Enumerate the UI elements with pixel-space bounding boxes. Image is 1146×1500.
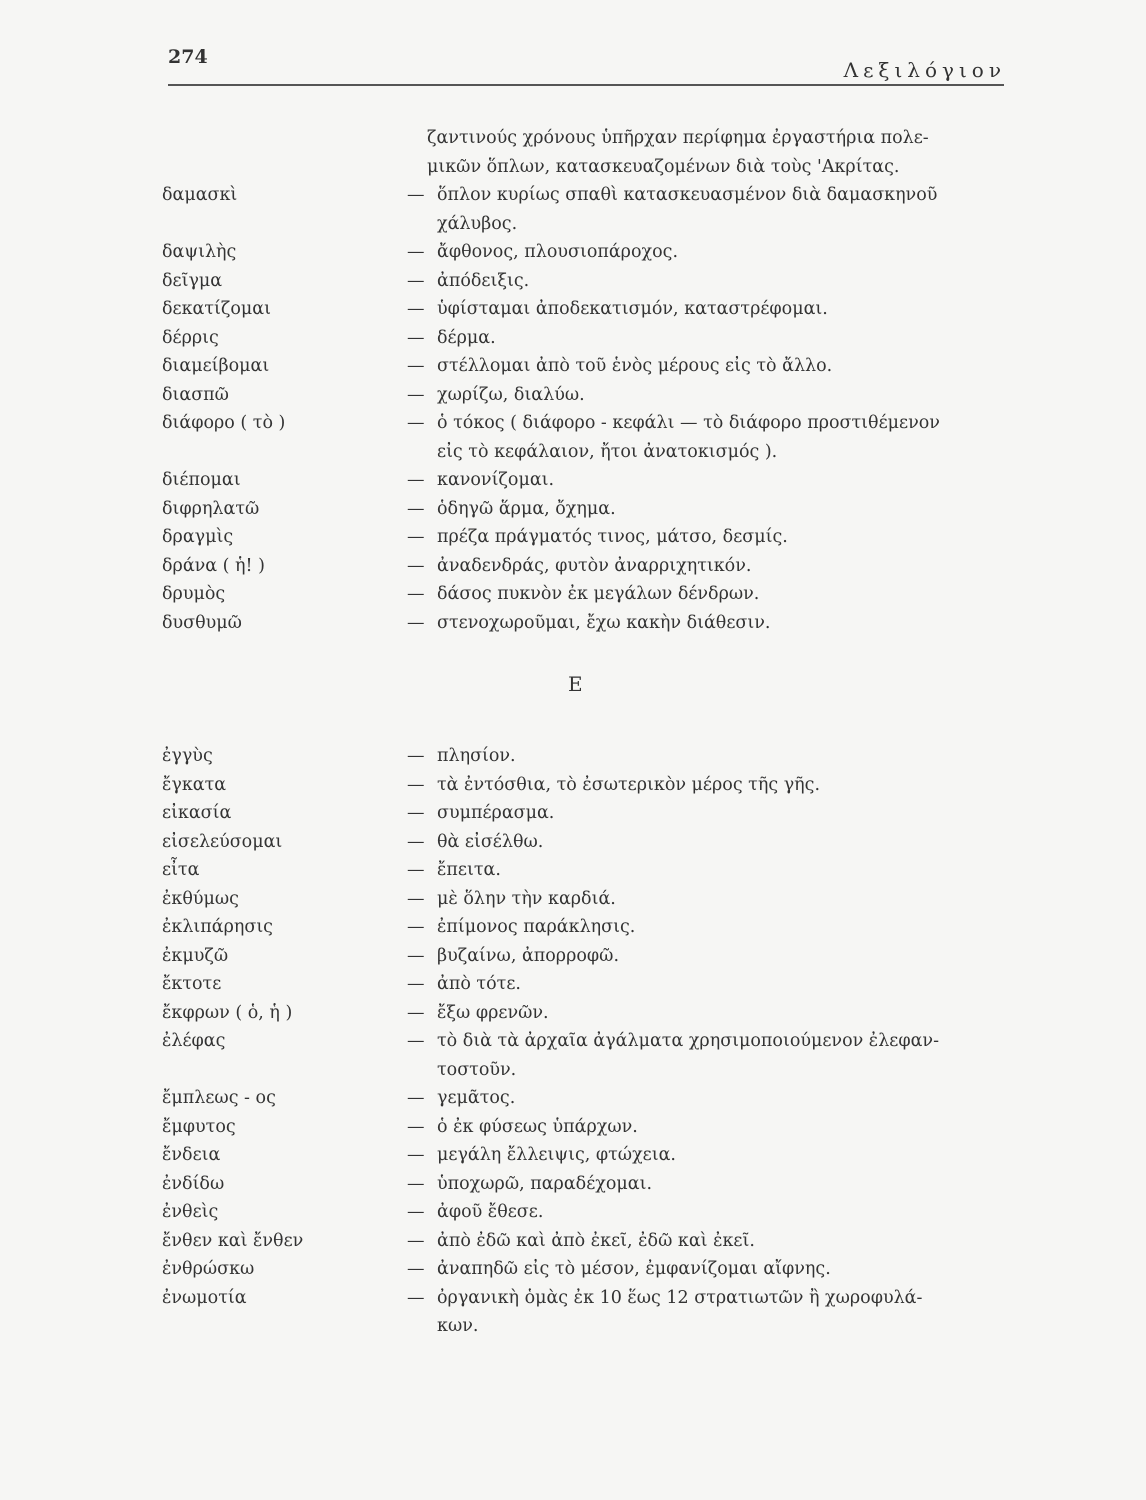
definition-line: δάσος πυκνὸν ἐκ μεγάλων δένδρων. xyxy=(437,584,760,604)
glossary-term: ἔμπλεως - ος xyxy=(162,1088,276,1108)
definition-dash: — xyxy=(407,270,425,291)
glossary-definition xyxy=(407,381,1010,410)
definition-line: μεγάλη ἔλλειψις, φτώχεια. xyxy=(437,1145,676,1165)
definition-line: δέρμα. xyxy=(437,327,496,348)
glossary-entry xyxy=(162,1027,1010,1084)
definition-line: ἄφθονος, πλουσιοπάροχος. xyxy=(437,242,679,262)
definition-line: στενοχωροῦμαι, ἔχω κακὴν διάθεσιν. xyxy=(437,612,771,633)
glossary-definition xyxy=(407,523,1010,552)
definition-line: ὁ τόκος ( διάφορο - κεφάλι — τὸ διάφορο προστιθέμενον xyxy=(437,413,940,433)
glossary-entry xyxy=(162,942,1010,971)
continuation-text xyxy=(162,124,1010,181)
section-letter-epsilon: Ε xyxy=(568,672,583,696)
definition-line: τοστοῦν. xyxy=(437,1059,517,1080)
definition-dash: — xyxy=(407,774,425,795)
definition-line: πρέζα πράγματός τινος, μάτσο, δεσμίς. xyxy=(437,527,788,547)
section-delta xyxy=(162,124,1010,637)
glossary-definition xyxy=(407,771,1010,800)
glossary-entry xyxy=(162,466,1010,495)
glossary-definition xyxy=(407,1255,1010,1284)
definition-dash: — xyxy=(407,242,425,262)
glossary-term: δεκατίζομαι xyxy=(162,299,271,319)
glossary-definition xyxy=(407,466,1010,495)
glossary-term: εἶτα xyxy=(162,860,200,880)
definition-dash: — xyxy=(407,917,425,937)
glossary-term: δαμασκὶ xyxy=(162,185,238,205)
definition-dash: — xyxy=(407,299,425,319)
glossary-entry xyxy=(162,970,1010,999)
glossary-entry xyxy=(162,580,1010,609)
definition-line: γεμᾶτος. xyxy=(437,1088,516,1108)
definition-dash: — xyxy=(407,1259,425,1279)
definition-line: ἀναδενδράς, φυτὸν ἀναρριχητικόν. xyxy=(437,555,752,576)
definition-dash: — xyxy=(407,945,425,966)
definition-dash: — xyxy=(407,746,425,766)
glossary-definition xyxy=(407,295,1010,324)
definition-line: χάλυβος. xyxy=(437,213,518,234)
glossary-term: εἰσελεύσομαι xyxy=(162,831,283,852)
definition-dash: — xyxy=(407,1088,425,1108)
definition-line: ὅπλον κυρίως σπαθὶ κατασκευασμένον διὰ δαμασκηνοῦ xyxy=(437,185,938,205)
glossary-definition xyxy=(407,552,1010,581)
definition-dash: — xyxy=(407,888,425,909)
definition-line: τὰ ἐντόσθια, τὸ ἐσωτερικὸν μέρος τῆς γῆς. xyxy=(437,774,821,795)
page-number: 274 xyxy=(168,46,208,68)
glossary-term: εἰκασία xyxy=(162,803,232,823)
definition-line: εἰς τὸ κεφάλαιον, ἤτοι ἀνατοκισμός ). xyxy=(437,441,778,462)
definition-line: ἔπειτα. xyxy=(437,860,501,880)
definition-line: ἔξω φρενῶν. xyxy=(437,1002,549,1023)
glossary-term: δαψιλὴς xyxy=(162,242,237,262)
definition-line: τὸ διὰ τὰ ἀρχαῖα ἀγάλματα χρησιμοποιούμενον ἐλεφαν- xyxy=(437,1031,939,1051)
definition-line: ὑποχωρῶ, παραδέχομαι. xyxy=(437,1173,653,1194)
glossary-entry xyxy=(162,1255,1010,1284)
glossary-entry xyxy=(162,856,1010,885)
glossary-term: διαμείβομαι xyxy=(162,356,270,376)
definition-dash: — xyxy=(407,831,425,852)
glossary-definition xyxy=(407,409,1010,466)
glossary-definition xyxy=(407,856,1010,885)
definition-line: ἀναπηδῶ εἰς τὸ μέσον, ἐμφανίζομαι αἴφνης. xyxy=(437,1259,831,1279)
glossary-entry xyxy=(162,1227,1010,1256)
glossary-entry xyxy=(162,495,1010,524)
glossary-entry xyxy=(162,885,1010,914)
glossary-definition xyxy=(407,1141,1010,1170)
glossary-entry xyxy=(162,828,1010,857)
glossary-term: διφρηλατῶ xyxy=(162,498,260,519)
glossary-term: δρυμὸς xyxy=(162,584,226,604)
glossary-entry xyxy=(162,238,1010,267)
definition-dash: — xyxy=(407,612,425,633)
glossary-definition xyxy=(407,1113,1010,1142)
glossary-entry xyxy=(162,381,1010,410)
glossary-definition xyxy=(407,267,1010,296)
definition-line: ὀργανικὴ ὁμὰς ἐκ 10 ἕως 12 στρατιωτῶν ἢ χωροφυλά- xyxy=(437,1287,923,1308)
definition-dash: — xyxy=(407,498,425,519)
glossary-definition xyxy=(407,999,1010,1028)
glossary-term: ἔμφυτος xyxy=(162,1116,236,1137)
definition-line: κων. xyxy=(437,1316,479,1336)
glossary-definition xyxy=(407,1227,1010,1256)
glossary-entry xyxy=(162,799,1010,828)
definition-line: βυζαίνω, ἀπορροφῶ. xyxy=(437,945,620,966)
glossary-entry xyxy=(162,913,1010,942)
glossary-entry xyxy=(162,1170,1010,1199)
glossary-definition xyxy=(407,1284,1010,1341)
glossary-term: διασπῶ xyxy=(162,384,229,405)
glossary-definition xyxy=(407,609,1010,638)
glossary-definition xyxy=(407,352,1010,381)
definition-dash: — xyxy=(407,527,425,547)
glossary-entry xyxy=(162,352,1010,381)
definition-dash: — xyxy=(407,1002,425,1023)
definition-dash: — xyxy=(407,1116,425,1137)
definition-line: πλησίον. xyxy=(437,746,516,766)
definition-line: ἀφοῦ ἔθεσε. xyxy=(437,1202,544,1222)
glossary-term: ἐκλιπάρησις xyxy=(162,917,273,937)
glossary-entry xyxy=(162,1113,1010,1142)
definition-line: κανονίζομαι. xyxy=(437,470,555,490)
glossary-definition xyxy=(407,885,1010,914)
glossary-definition xyxy=(407,828,1010,857)
glossary-entry xyxy=(162,1084,1010,1113)
header-rule xyxy=(168,84,1004,86)
glossary-definition xyxy=(407,238,1010,267)
definition-dash: — xyxy=(407,1287,425,1308)
glossary-definition xyxy=(407,181,1010,238)
definition-dash: — xyxy=(407,1202,425,1222)
definition-line: θὰ εἰσέλθω. xyxy=(437,831,544,852)
glossary-entry xyxy=(162,1141,1010,1170)
glossary-term: δέρρις xyxy=(162,327,219,348)
glossary-term: ἐνδίδω xyxy=(162,1173,225,1194)
glossary-term: ἐλέφας xyxy=(162,1031,226,1051)
definition-line: ὁδηγῶ ἅρμα, ὄχημα. xyxy=(437,498,616,519)
glossary-term: ἔγκατα xyxy=(162,774,227,795)
definition-dash: — xyxy=(407,1230,425,1251)
glossary-definition xyxy=(407,970,1010,999)
definition-line: ἐπίμονος παράκλησις. xyxy=(437,917,636,937)
definition-dash: — xyxy=(407,413,425,433)
glossary-entry xyxy=(162,1198,1010,1227)
glossary-entry xyxy=(162,742,1010,771)
definition-line: συμπέρασμα. xyxy=(437,803,555,823)
glossary-term: ἔκφρων ( ὁ, ἡ ) xyxy=(162,1002,293,1023)
glossary-term: ἔνθεν καὶ ἔνθεν xyxy=(162,1230,304,1251)
definition-dash: — xyxy=(407,470,425,490)
glossary-term: ἔνδεια xyxy=(162,1145,221,1165)
glossary-term: ἐκθύμως xyxy=(162,888,239,909)
glossary-definition xyxy=(407,942,1010,971)
glossary-term: διάφορο ( τὸ ) xyxy=(162,413,286,433)
glossary-definition xyxy=(407,1084,1010,1113)
glossary-term: ἐνθεὶς xyxy=(162,1202,219,1222)
glossary-term: ἔκτοτε xyxy=(162,974,222,994)
definition-dash: — xyxy=(407,860,425,880)
glossary-term: ἐγγὺς xyxy=(162,746,213,766)
section-epsilon xyxy=(162,742,1010,1341)
glossary-entry xyxy=(162,409,1010,466)
definition-dash: — xyxy=(407,555,425,576)
glossary-definition xyxy=(407,580,1010,609)
definition-dash: — xyxy=(407,1145,425,1165)
glossary-entry xyxy=(162,609,1010,638)
glossary-definition xyxy=(407,495,1010,524)
definition-dash: — xyxy=(407,384,425,405)
glossary-term: διέπομαι xyxy=(162,470,241,490)
definition-line: ἀπόδειξις. xyxy=(437,270,530,291)
glossary-definition xyxy=(407,1198,1010,1227)
glossary-definition xyxy=(407,1170,1010,1199)
definition-line: μὲ ὅλην τὴν καρδιά. xyxy=(437,888,616,909)
glossary-term: δράνα ( ἡ! ) xyxy=(162,555,265,576)
glossary-term: ἐκμυζῶ xyxy=(162,945,229,966)
definition-dash: — xyxy=(407,1031,425,1051)
definition-line: χωρίζω, διαλύω. xyxy=(437,384,585,405)
continuation-line: μικῶν ὅπλων, κατασκευαζομένων διὰ τοὺς 'Ακρίτας. xyxy=(427,156,900,177)
glossary-term: δραγμὶς xyxy=(162,527,234,547)
glossary-entry xyxy=(162,1284,1010,1341)
glossary-entry xyxy=(162,771,1010,800)
glossary-entry xyxy=(162,295,1010,324)
glossary-definition xyxy=(407,742,1010,771)
glossary-entry xyxy=(162,181,1010,238)
glossary-definition xyxy=(407,1027,1010,1084)
glossary-definition xyxy=(407,913,1010,942)
definition-line: στέλλομαι ἀπὸ τοῦ ἑνὸς μέρους εἰς τὸ ἄλλο. xyxy=(437,356,833,376)
definition-dash: — xyxy=(407,1173,425,1194)
glossary-entry xyxy=(162,523,1010,552)
glossary-entry xyxy=(162,999,1010,1028)
definition-line: ἀπὸ τότε. xyxy=(437,974,521,994)
definition-line: ὁ ἐκ φύσεως ὑπάρχων. xyxy=(437,1116,638,1137)
glossary-entry xyxy=(162,552,1010,581)
glossary-term: ἐνθρώσκω xyxy=(162,1259,255,1279)
glossary-definition xyxy=(407,324,1010,353)
glossary-term: δεῖγμα xyxy=(162,270,223,291)
definition-dash: — xyxy=(407,327,425,348)
definition-dash: — xyxy=(407,584,425,604)
definition-dash: — xyxy=(407,356,425,376)
definition-dash: — xyxy=(407,185,425,205)
definition-dash: — xyxy=(407,803,425,823)
definition-line: ὑφίσταμαι ἀποδεκατισμόν, καταστρέφομαι. xyxy=(437,299,828,319)
definition-line: ἀπὸ ἐδῶ καὶ ἀπὸ ἐκεῖ, ἐδῶ καὶ ἐκεῖ. xyxy=(437,1230,755,1251)
glossary-entry xyxy=(162,267,1010,296)
definition-dash: — xyxy=(407,974,425,994)
running-head: Λεξιλόγιον xyxy=(843,58,1006,82)
glossary-term: ἐνωμοτία xyxy=(162,1287,247,1308)
glossary-term: δυσθυμῶ xyxy=(162,612,242,633)
glossary-definition xyxy=(407,799,1010,828)
continuation-line: ζαντινούς χρόνους ὑπῆρχαν περίφημα ἐργαστήρια πολε- xyxy=(427,128,929,148)
glossary-entry xyxy=(162,324,1010,353)
